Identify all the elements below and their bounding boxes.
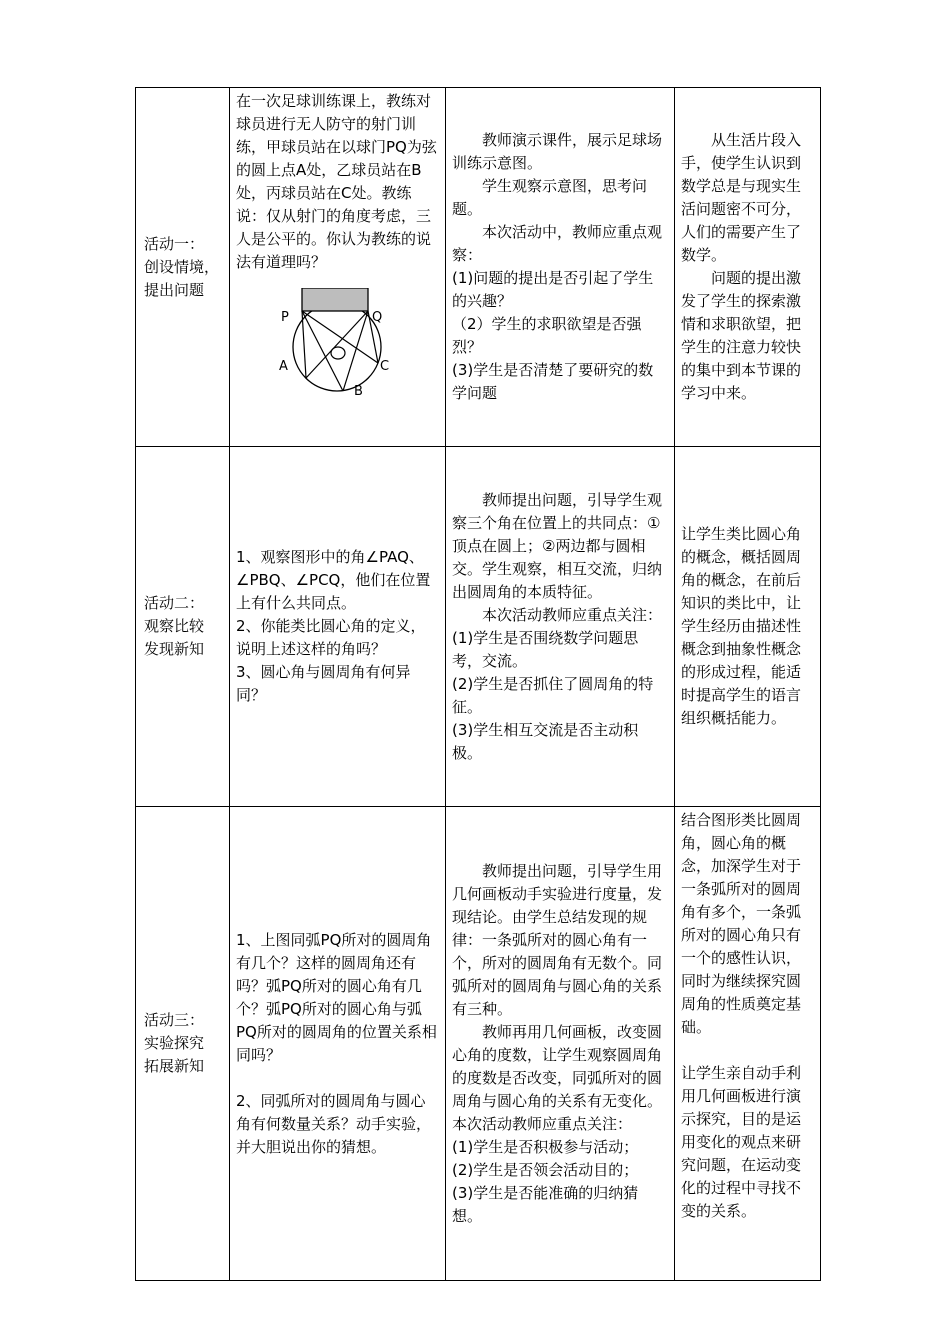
activity-3-teacher-line-2: 教师再用几何画板，改变圆心角的度数，让学生观察圆周角的度数是否改变，同弧所对的圆周角与圆心角的关系有无变化。 [452,1022,663,1110]
activity-2-teacher-line-4: (2)学生是否抓住了圆周角的特征。 [452,674,654,716]
label-a: A [279,359,288,374]
activity-1-content-cell [230,88,446,447]
activity-1-line-2: 创设情境， [144,257,220,276]
activity-2-teacher-line-2: 本次活动教师应重点关注： [482,605,663,624]
activity-2-content-cell [230,447,446,807]
activity-1-teacher-line-2: 学生观察示意图，思考问题。 [452,177,648,218]
activity-1-line-3: 提出问题 [144,280,205,299]
activity-3-line-3: 拓展新知 [144,1057,205,1075]
activity-2-teacher-line-1: 教师提出问题，引导学生观察三个角在位置上的共同点：①顶点在圆上；②两边都与圆相交。学生观察，相互交流，归纳出圆周角的本质特征。 [452,490,663,601]
lesson-plan-table [135,87,821,1281]
activity-1-teacher-line-3: 本次活动中，教师应重点观察： [452,223,663,264]
activity-2-line-2: 观察比较 [144,617,205,635]
activity-1-content-text: 在一次足球训练课上，教练对球员进行无人防守的射门训练，甲球员站在以球门PQ为弦的圆上点A处，乙球员站在B处，丙球员站在C处。教练说：仅从射门的角度考虑，三人是公平的。你认为教练的说法有道理吗？ [236,92,437,271]
activity-3-intent-line-2: 让学生亲自动手利用几何画板进行演示探究，目的是运用变化的观点来研究问题，在运动变化的过程中寻找不变的关系。 [681,1064,802,1220]
activity-1-teacher-line-1: 教师演示课件，展示足球场训练示意图。 [452,131,663,172]
activity-1-teacher-line-5: （2）学生的求职欲望是否强烈？ [452,315,642,356]
activity-3-cell [136,807,230,1281]
activity-2-line-3: 发现新知 [144,640,205,658]
activity-2-intent-line-1: 让学生类比圆心角的概念，概括圆周角的概念，在前后知识的类比中，让学生经历由描述性概念到抽象性概念的形成过程，能适时提高学生的语言组织概括能力。 [681,525,802,727]
activity-3-content-line-2: 2、同弧所对的圆周角与圆心角有何数量关系？动手实验，并大胆说出你的猜想。 [236,1091,432,1156]
activity-1-intent-cell [675,88,821,447]
activity-2-cell [136,447,230,807]
activity-2-content-line-1: 1、观察图形中的角∠PAQ、∠PBQ、∠PCQ，他们在位置上有什么共同点。 [236,548,431,612]
table-row-activity-1 [136,88,821,447]
activity-3-line-1: 活动三： [144,1011,205,1029]
activity-3-content-line-1: 1、上图同弧PQ所对的圆周角有几个？这样的圆周角还有吗？弧PQ所对的圆心角有几个？弧PQ所对的圆心角与弧PQ所对的圆周角的位置关系相同吗？ [236,930,437,1064]
table-row-activity-3 [136,807,821,1281]
table-row-activity-2 [136,447,821,807]
activity-3-teacher-line-1: 教师提出问题，引导学生用几何画板动手实验进行度量，发现结论。由学生总结发现的规律：一条弧所对的圆心角有一个，所对的圆周角有无数个。同弧所对的圆周角与圆心角的关系有三种。 [452,861,663,1018]
activity-3-teacher-line-5: (2)学生是否领会活动目的； [452,1160,639,1179]
activity-2-teacher-line-5: (3)学生相互交流是否主动积极。 [452,720,639,762]
activity-1-intent-line-2: 问题的提出激发了学生的探索激情和求职欲望，把学生的注意力较快的集中到本节课的学习中来。 [681,269,802,402]
activity-2-teacher-cell [446,447,675,807]
activity-3-teacher-line-4: (1)学生是否积极参与活动； [452,1137,639,1156]
activity-1-intent-line-1: 从生活片段入手，使学生认识到数学总是与现实生活问题密不可分，人们的需要产生了数学。 [681,131,802,264]
activity-3-content-cell [230,807,446,1281]
activity-3-line-2: 实验探究 [144,1034,205,1052]
activity-3-teacher-cell [446,807,675,1281]
label-c: C [380,359,390,374]
activity-2-content-line-3: 3、圆心角与圆周角有何异同？ [236,663,411,704]
activity-3-teacher-line-6: (3)学生是否能准确的归纳猜想。 [452,1183,639,1225]
activity-2-teacher-line-3: (1)学生是否围绕数学问题思考，交流。 [452,628,639,670]
label-b: B [354,384,363,396]
activity-1-teacher-line-6: (3)学生是否清楚了要研究的数学问题 [452,361,654,402]
activity-1-cell [136,88,230,447]
activity-2-line-1: 活动二： [144,594,205,612]
activity-3-teacher-line-3: 本次活动教师应重点关注： [452,1114,633,1133]
label-q: Q [372,310,383,325]
activity-3-intent-line-1: 结合图形类比圆周角，圆心角的概念，加深学生对于一条弧所对的圆周角有多个，一条弧所对的圆心角只有一个的感性认识，同时为继续探究圆周角的性质奠定基础。 [681,811,802,1036]
activity-3-intent-cell [675,807,821,1281]
label-p: P [281,310,289,325]
activity-2-intent-cell [675,447,821,807]
activity-2-content-line-2: 2、你能类比圆心角的定义，说明上述这样的角吗？ [236,617,426,658]
activity-1-teacher-cell [446,88,675,447]
soccer-goal-circle-diagram [276,288,396,396]
activity-1-line-1: 活动一： [144,234,205,253]
activity-1-teacher-line-4: (1)问题的提出是否引起了学生的兴趣？ [452,269,654,310]
